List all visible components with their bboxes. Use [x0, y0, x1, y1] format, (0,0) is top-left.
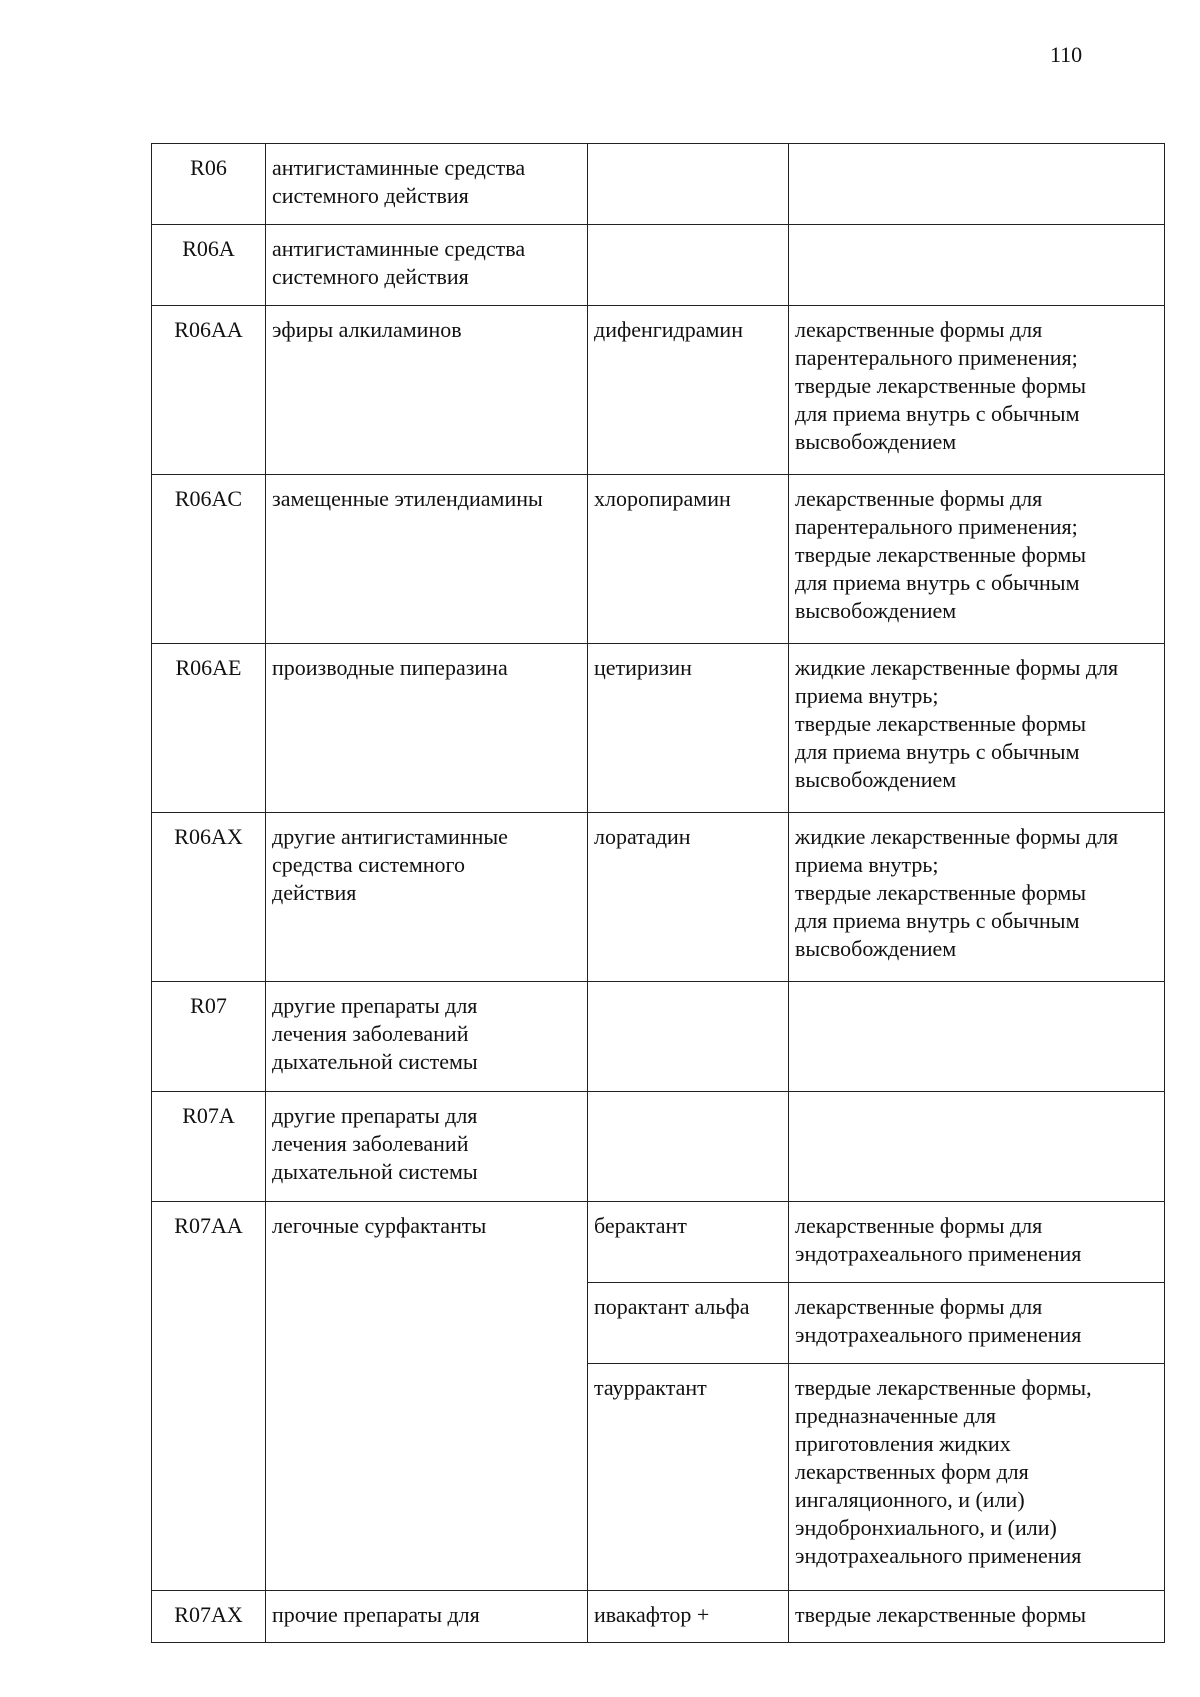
- group-name-cell-line: производные пиперазина: [272, 655, 508, 680]
- group-name-cell-line: другие антигистаминные: [272, 824, 508, 849]
- dosage-form-cell-line: приема внутрь;: [795, 683, 939, 708]
- dosage-form-cell-line: парентерального применения;: [795, 345, 1078, 370]
- group-name-cell: [266, 144, 588, 225]
- table-row: [152, 144, 1165, 225]
- inn-cell: [588, 1283, 789, 1364]
- dosage-form-cell-line: высвобождением: [795, 767, 957, 792]
- group-name-cell-line: замещенные этилендиамины: [272, 486, 543, 511]
- table-row: [152, 306, 1165, 475]
- dosage-form-cell-line: твердые лекарственные формы,: [795, 1375, 1092, 1400]
- dosage-form-cell-line: лекарственных форм для: [795, 1459, 1029, 1484]
- group-name-cell-line: системного действия: [272, 183, 469, 208]
- dosage-form-cell-line: для приема внутрь с обычным: [795, 401, 1080, 426]
- dosage-form-cell: [789, 225, 1165, 306]
- dosage-form-cell-line: высвобождением: [795, 936, 957, 961]
- dosage-form-cell: [789, 1202, 1165, 1283]
- inn-cell: [588, 225, 789, 306]
- group-name-cell-line: другие препараты для: [272, 1103, 478, 1128]
- table-row: [152, 1591, 1165, 1643]
- dosage-form-cell: [789, 1591, 1165, 1643]
- dosage-form-cell-line: высвобождением: [795, 598, 957, 623]
- dosage-form-cell-line: приготовления жидких: [795, 1431, 1011, 1456]
- atc-code-cell: R06A: [152, 225, 266, 306]
- dosage-form-cell: [789, 475, 1165, 644]
- atc-code-cell: R07: [152, 982, 266, 1092]
- table-row: [152, 1202, 1165, 1283]
- atc-code-cell: R06: [152, 144, 266, 225]
- atc-code-cell: R06AX: [152, 813, 266, 982]
- table-row: [152, 982, 1165, 1092]
- table-row: [152, 1092, 1165, 1202]
- dosage-form-cell-line: ингаляционного, и (или): [795, 1487, 1025, 1512]
- inn-cell: [588, 475, 789, 644]
- inn-cell: [588, 1202, 789, 1283]
- dosage-form-cell: [789, 982, 1165, 1092]
- dosage-form-cell-line: высвобождением: [795, 429, 957, 454]
- group-name-cell-line: дыхательной системы: [272, 1049, 478, 1074]
- group-name-cell-line: лечения заболеваний: [272, 1131, 469, 1156]
- dosage-form-cell: [789, 813, 1165, 982]
- atc-code-cell: R07AA: [152, 1202, 266, 1591]
- dosage-form-cell: [789, 306, 1165, 475]
- dosage-form-cell-line: парентерального применения;: [795, 514, 1078, 539]
- inn-cell: [588, 144, 789, 225]
- inn-cell-line: хлоропирамин: [594, 486, 731, 511]
- dosage-form-cell-line: эндотрахеального применения: [795, 1241, 1082, 1266]
- inn-cell: [588, 1092, 789, 1202]
- inn-cell: [588, 982, 789, 1092]
- inn-cell-line: ивакафтор +: [594, 1602, 710, 1627]
- inn-cell: [588, 813, 789, 982]
- dosage-form-cell-line: эндотрахеального применения: [795, 1322, 1082, 1347]
- group-name-cell-line: легочные сурфактанты: [272, 1213, 487, 1238]
- atc-code-cell: R06AC: [152, 475, 266, 644]
- group-name-cell-line: средства системного: [272, 852, 466, 877]
- atc-code-cell: R06AA: [152, 306, 266, 475]
- dosage-form-cell-line: лекарственные формы для: [795, 1213, 1043, 1238]
- dosage-form-cell: [789, 1283, 1165, 1364]
- dosage-form-cell-line: твердые лекарственные формы: [795, 711, 1087, 736]
- group-name-cell-line: лечения заболеваний: [272, 1021, 469, 1046]
- dosage-form-cell: [789, 1092, 1165, 1202]
- dosage-form-cell-line: предназначенные для: [795, 1403, 997, 1428]
- dosage-form-cell-line: жидкие лекарственные формы для: [795, 824, 1119, 849]
- group-name-cell-line: прочие препараты для: [272, 1602, 480, 1627]
- page-number: 110: [1050, 42, 1083, 67]
- dosage-form-cell-line: твердые лекарственные формы: [795, 880, 1087, 905]
- group-name-cell-line: эфиры алкиламинов: [272, 317, 462, 342]
- dosage-form-cell-line: жидкие лекарственные формы для: [795, 655, 1119, 680]
- table-row: [152, 475, 1165, 644]
- dosage-form-cell-line: лекарственные формы для: [795, 1294, 1043, 1319]
- group-name-cell-line: дыхательной системы: [272, 1159, 478, 1184]
- group-name-cell: [266, 1092, 588, 1202]
- inn-cell-line: цетиризин: [594, 655, 692, 680]
- dosage-form-cell-line: эндотрахеального применения: [795, 1543, 1082, 1568]
- inn-cell: [588, 1364, 789, 1591]
- atc-table: [151, 143, 1165, 1643]
- dosage-form-cell-line: лекарственные формы для: [795, 486, 1043, 511]
- group-name-cell-line: другие препараты для: [272, 993, 478, 1018]
- group-name-cell: [266, 1591, 588, 1643]
- group-name-cell: [266, 1202, 588, 1591]
- group-name-cell: [266, 306, 588, 475]
- group-name-cell-line: антигистаминные средства: [272, 155, 526, 180]
- group-name-cell-line: антигистаминные средства: [272, 236, 526, 261]
- atc-code-cell: R07AX: [152, 1591, 266, 1643]
- table-row: [152, 644, 1165, 813]
- dosage-form-cell-line: для приема внутрь с обычным: [795, 570, 1080, 595]
- group-name-cell: [266, 644, 588, 813]
- group-name-cell-line: системного действия: [272, 264, 469, 289]
- inn-cell-line: тауррактант: [594, 1375, 707, 1400]
- group-name-cell: [266, 225, 588, 306]
- group-name-cell: [266, 813, 588, 982]
- table-row: [152, 813, 1165, 982]
- inn-cell-line: порактант альфа: [594, 1294, 750, 1319]
- inn-cell-line: лоратадин: [594, 824, 691, 849]
- table-row: [152, 225, 1165, 306]
- inn-cell: [588, 1591, 789, 1643]
- dosage-form-cell-line: твердые лекарственные формы: [795, 373, 1087, 398]
- inn-cell-line: берактант: [594, 1213, 687, 1238]
- inn-cell: [588, 644, 789, 813]
- group-name-cell-line: действия: [272, 880, 357, 905]
- atc-code-cell: R06AE: [152, 644, 266, 813]
- dosage-form-cell-line: лекарственные формы для: [795, 317, 1043, 342]
- dosage-form-cell-line: для приема внутрь с обычным: [795, 908, 1080, 933]
- dosage-form-cell-line: эндобронхиального, и (или): [795, 1515, 1057, 1540]
- dosage-form-cell-line: твердые лекарственные формы: [795, 542, 1087, 567]
- group-name-cell: [266, 475, 588, 644]
- group-name-cell: [266, 982, 588, 1092]
- atc-table-body: [152, 144, 1165, 1643]
- dosage-form-cell: [789, 144, 1165, 225]
- inn-cell-line: дифенгидрамин: [594, 317, 743, 342]
- atc-code-cell: R07A: [152, 1092, 266, 1202]
- dosage-form-cell-line: для приема внутрь с обычным: [795, 739, 1080, 764]
- dosage-form-cell-line: твердые лекарственные формы: [795, 1602, 1087, 1627]
- dosage-form-cell: [789, 1364, 1165, 1591]
- dosage-form-cell-line: приема внутрь;: [795, 852, 939, 877]
- inn-cell: [588, 306, 789, 475]
- dosage-form-cell: [789, 644, 1165, 813]
